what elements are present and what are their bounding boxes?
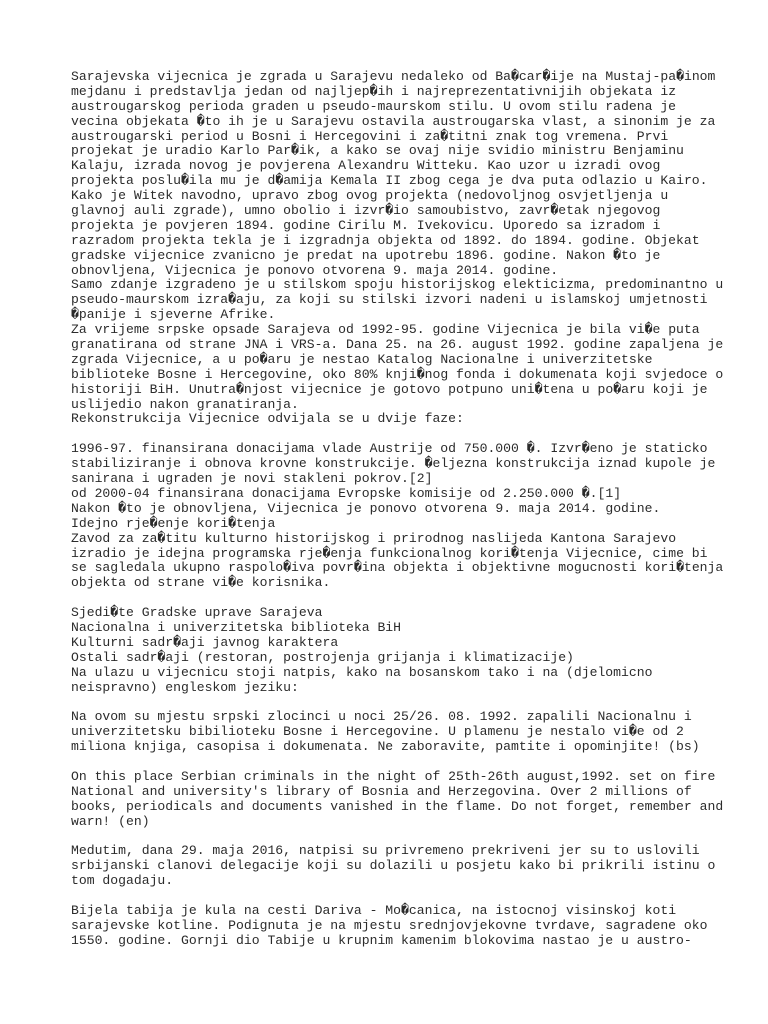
text-line: On this place Serbian criminals in the night of 25th-26th august,1992. set on fire [71, 768, 716, 784]
text-line: gradske vijecnice zvanicno je predat na upotrebu 1896. godine. Nakon �to je [71, 247, 661, 263]
text-line: Idejno rje�enje kori�tenja [71, 515, 276, 531]
text-line [71, 591, 711, 606]
text-line: neispravno) engleskom jeziku: [71, 679, 299, 695]
text-line: warn! (en) [71, 813, 150, 829]
text-line: Sjedi�te Gradske uprave Sarajeva [71, 605, 323, 621]
text-line: Na ovom su mjestu srpski zlocinci u noci 25/26. 08. 1992. zapalili Nacionalnu i [71, 709, 692, 725]
text-line [71, 829, 711, 844]
text-line: od 2000-04 finansirana donacijama Evropske komisije od 2.250.000 �.[1] [71, 485, 622, 501]
text-line: razradom projekta tekla je i izgradnja objekta od 1892. do 1894. godine. Objekat [71, 232, 700, 248]
text-line: tom dogadaju. [71, 873, 174, 889]
text-line: Kako je Witek navodno, upravo zbog ovog projekta (nedovoljnog osvjetljenja u [71, 188, 669, 204]
text-line: pseudo-maurskom izra�aju, za koji su stilski izvori nadeni u islamskoj umjetnosti [71, 292, 708, 308]
text-line: obnovljena, Vijecnica je ponovo otvorena 9. maja 2014. godine. [71, 262, 559, 278]
text-line: sanirana i ugraden je novi stakleni pokrov.[2] [71, 471, 433, 487]
text-line: biblioteke Bosne i Hercegovine, oko 80% knji�nog fonda i dokumenata koji svjedoce o [71, 366, 724, 382]
text-line [71, 889, 711, 904]
text-line: Samo zdanje izgradeno je u stilskom spoju historijskog elekticizma, predominantno u [71, 277, 724, 293]
text-line: objekta od strane vi�e korisnika. [71, 575, 331, 591]
text-line: Rekonstrukcija Vijecnice odvijala se u dvije faze: [71, 411, 464, 427]
text-line: historiji BiH. Unutra�njost vijecnice je gotovo potpuno uni�tena u po�aru koji je [71, 381, 708, 397]
text-line: books, periodicals and documents vanished in the flame. Do not forget, remember and [71, 798, 724, 814]
text-line: Za vrijeme srpske opsade Sarajeva od 1992-95. godine Vijecnica je bila vi�e puta [71, 322, 700, 338]
text-line: Ostali sadr�aji (restoran, postrojenja grijanja i klimatizacije) [71, 649, 574, 665]
text-line: srbijanski clanovi delegacije koji su dolazili u posjetu kako bi prikrili istinu o [71, 858, 716, 874]
document-text [71, 69, 724, 949]
text-line: Medutim, dana 29. maja 2016, natpisi su privremeno prekriveni jer su to uslovili [71, 843, 700, 859]
text-line: projekat je uradio Karlo Par�ik, a kako se ovaj nije svidio ministru Benjaminu [71, 143, 684, 159]
text-line: 1550. godine. Gornji dio Tabije u krupnim kamenim blokovima nastao je u austro- [71, 932, 692, 948]
text-line: Nakon �to je obnovljena, Vijecnica je ponovo otvorena 9. maja 2014. godine. [71, 500, 661, 516]
text-line: sarajevske kotline. Podignuta je na mjestu srednjovjekovne tvrdave, sagradene oko [71, 917, 708, 933]
text-line: projekta je povjeren 1894. godine Cirilu M. Ivekovicu. Uporedo sa izradom i [71, 217, 661, 233]
text-line: univerzitetsku bibilioteku Bosne i Hercegovine. U plamenu je nestalo vi�e od 2 [71, 724, 684, 740]
text-line: Bijela tabija je kula na cesti Dariva - Mo�canica, na istocnoj visinskoj koti [71, 902, 677, 918]
text-line: stabiliziranje i obnova krovne konstrukcije. �eljezna konstrukcija iznad kupole je [71, 456, 716, 472]
text-line: Zavod za za�titu kulturno historijskog i prirodnog naslijeda Kantona Sarajevo [71, 530, 677, 546]
text-line [71, 755, 711, 770]
text-line: uslijedio nakon granatiranja. [71, 396, 299, 412]
text-line [71, 695, 711, 710]
text-line: projekta poslu�ila mu je d�amija Kemala II zbog cega je dva puta odlazio u Kairo. [71, 173, 708, 189]
text-line: granatirana od strane JNA i VRS-a. Dana 25. na 26. august 1992. godine zapaljena je [71, 337, 724, 353]
text-line: se sagledala ukupno raspolo�iva povr�ina objekta i objektivne mogucnosti kori�tenja [71, 560, 724, 576]
text-line: Na ulazu u vijecnicu stoji natpis, kako na bosanskom tako i na (djelomicno [71, 664, 653, 680]
text-line: mejdanu i predstavlja jedan od najljep�ih i najreprezentativnijih objekata iz [71, 83, 677, 99]
text-line: �panije i sjeverne Afrike. [71, 307, 276, 323]
text-line: glavnoj auli zgrade), umno obolio i izvr�io samoubistvo, zavr�etak njegovog [71, 203, 661, 219]
text-line: Kulturni sadr�aji javnog karaktera [71, 634, 339, 650]
text-line: National and university's library of Bosnia and Herzegovina. Over 2 millions of [71, 783, 692, 799]
text-line: zgrada Vijecnice, a u po�aru je nestao Katalog Nacionalne i univerzitetske [71, 351, 653, 367]
text-line: miliona knjiga, casopisa i dokumenata. Ne zaboravite, pamtite i opominjite! (bs) [71, 739, 700, 755]
text-line: vecina objekata �to ih je u Sarajevu ostavila austrougarska vlast, a sinonim je za [71, 113, 716, 129]
text-line: 1996-97. finansirana donacijama vlade Austrije od 750.000 �. Izvr�eno je staticko [71, 441, 708, 457]
text-line: Nacionalna i univerzitetska biblioteka BiH [71, 619, 402, 635]
text-line: izradio je idejna programska rje�enja funkcionalnog kori�tenja Vijecnice, cime bi [71, 545, 708, 561]
text-line: Sarajevska vijecnica je zgrada u Sarajevu nedaleko od Ba�car�ije na Mustaj-pa�inom [71, 69, 716, 84]
text-line: austrougarski period u Bosni i Hercegovini i za�titni znak tog vremena. Prvi [71, 128, 669, 144]
text-line: Kalaju, izrada novog je povjerena Alexandru Witteku. Kao uzor u izradi ovog [71, 158, 661, 174]
text-line: austrougarskog perioda graden u pseudo-maurskom stilu. U ovom stilu radena je [71, 98, 677, 114]
